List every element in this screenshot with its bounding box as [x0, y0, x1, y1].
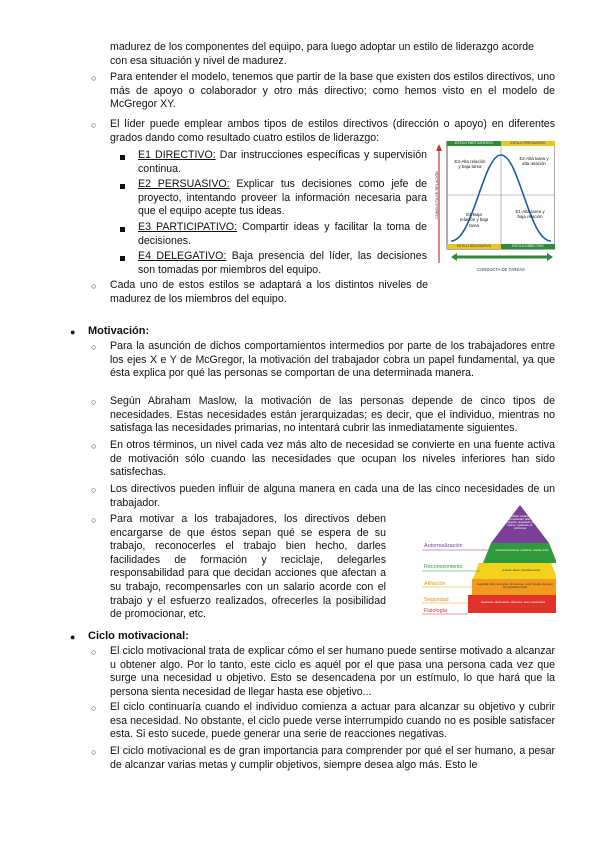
style-code: E1 DIRECTIVO: [138, 149, 216, 161]
hollow-bullet-icon: ○ [91, 120, 97, 130]
quadrant-e2: E2-Alta tarea y alta relación [519, 156, 549, 167]
hollow-bullet-icon: ○ [91, 485, 97, 495]
style-e4 [138, 250, 427, 277]
section-title: Motivación: [88, 325, 150, 337]
level-fisiologia: Fisiología [424, 608, 448, 614]
paragraph: Según Abraham Maslow, la motivación de las personas depende de cinco tipos de necesidades. Estas necesidades están jerarquizadas; es decir, que el individuo, mientras no satisfaga las necesidades primarias, no intentará cubrir las inmediatamente siguientes. [110, 395, 555, 435]
x-axis-label: CONDUCTA DE TAREAS [477, 267, 525, 272]
style-desc: Dar instrucciones específicas y supervisión continua. [138, 149, 427, 175]
style-code: E4 DELEGATIVO: [138, 250, 227, 262]
hollow-bullet-icon: ○ [91, 73, 97, 83]
y-axis-label: CONDUCTA DE RELACIÓN [435, 171, 439, 219]
paragraph: El ciclo motivacional trata de explicar cómo el ser humano puede sentirse motivado a alcanzar u obtener algo. Por lo tanto, este ciclo es aquél por el que pasa una persona cada vez que surge una necesidad u objetivo. Esto se desencadena por un estímulo, lo que hará que la persona sienta necesidad de llegar hasta ese objetivo... [110, 645, 555, 698]
paragraph: Para motivar a los trabajadores, los directivos deben encargarse de que éstos sepan qué se espera de su trabajo, reconocerles el trabajo bien hecho, darles facilidades de formación y reciclaje, delegarles responsabilidad para que decidan acciones que afectan a su trabajo, recompensarles con un salario acorde con el trabajo y el esfuerzo realizados, ofrecerles la posibilidad de promocionar, etc. [110, 513, 386, 621]
paragraph: Para la asunción de dichos comportamientos intermedios por parte de los trabajadores entre los ejes X e Y de McGregor, la motivación del trabajador cobra un papel fundamental, ya que ésta explica por qué las personas se comportan de una determinada manera. [110, 340, 555, 380]
band-persuasivo: ESTILO PERSUASIVO [510, 141, 546, 145]
level-text: seguridad física, de empleo, de recursos, moral, familiar, de salud, de propiedad privada [476, 583, 554, 589]
square-bullet-icon [120, 256, 125, 261]
paragraph: Cada uno de estos estilos se adaptará a los distintos niveles de madurez de los miembros del equipo. [110, 279, 428, 305]
paragraph: El ciclo continuaría cuando el individuo comienza a actuar para alcanzar su objetivo y cubrir esa necesidad. No obstante, el ciclo puede verse interrumpido cuando no es posible satisfacer esta. Si esto sucede, puede generar una serie de reacciones negativas. [110, 701, 555, 741]
style-code: E2 PERSUASIVO: [138, 178, 230, 190]
level-text: amistad, afecto, intimidad sexual [502, 569, 540, 572]
paragraph: El líder puede emplear ambos tipos de estilos directivos (dirección o apoyo) en diferentes grados dando como resultado cuatro estilos de liderazgo: [110, 118, 555, 144]
hollow-bullet-icon: ○ [91, 342, 97, 352]
continuation-line-1: madurez de los componentes del equipo, para luego adoptar un estilo de liderazgo acorde [110, 41, 535, 53]
section-title: Ciclo motivacional: [88, 630, 189, 642]
paragraph: Para entender el modelo, tenemos que partir de la base que existen dos estilos directivos, uno más de apoyo o colaborador y otro más directivo; como hemos visto en el modelo de McGregor XY. [110, 71, 555, 111]
hollow-bullet-icon: ○ [91, 281, 97, 291]
hollow-bullet-icon: ○ [91, 515, 97, 525]
bullet-icon: ● [70, 327, 76, 337]
style-desc: Baja presencia del líder, las decisiones son tomadas por miembros del equipo. [138, 250, 427, 276]
square-bullet-icon [120, 155, 125, 160]
band-directivo: ESTILO DIRECTIVO [512, 244, 544, 248]
maslow-pyramid [422, 505, 556, 615]
level-afiliacion: Afiliación [424, 581, 446, 587]
square-bullet-icon [120, 227, 125, 232]
style-e1 [138, 149, 427, 176]
level-reconocimiento: Reconocimiento [424, 564, 463, 570]
level-text: autorreconocimiento, confianza, respeto, éxito [495, 549, 549, 552]
hollow-bullet-icon: ○ [91, 747, 97, 757]
leadership-chart [433, 141, 555, 277]
level-autorrealizacion: Autorrealización [424, 543, 463, 549]
hollow-bullet-icon: ○ [91, 441, 97, 451]
hollow-bullet-icon: ○ [91, 647, 97, 657]
level-seguridad: Seguridad [424, 597, 449, 603]
style-code: E3 PARTICIPATIVO: [138, 221, 238, 233]
paragraph: Los directivos pueden influir de alguna manera en cada una de las cinco necesidades de un trabajador. [110, 483, 555, 509]
paragraph: El ciclo motivacional es de gran importancia para comprender por qué el ser humano, a pesar de alcanzar varias metas y cumplir objetivos, siempre desea algo más. Esto le [110, 745, 555, 771]
level-text: respiración, alimentación, descanso, sexo, homeostasis [480, 601, 546, 604]
style-e3 [138, 221, 427, 248]
hollow-bullet-icon: ○ [91, 397, 97, 407]
style-desc: Compartir ideas y facilitar la toma de decisiones. [138, 221, 427, 247]
quadrant-e1: E1-Alta tarea y baja relación [515, 209, 545, 220]
square-bullet-icon [120, 184, 125, 189]
band-delegativo: ESTILO DELEGATIVO [456, 244, 492, 248]
hollow-bullet-icon: ○ [91, 703, 97, 713]
continuation-line-2: con esa situación y nivel de madurez. [110, 55, 287, 67]
quadrant-e3: E3-Alta relación y baja tarea [454, 159, 486, 170]
style-desc: Explicar tus decisiones como jefe de proyecto, intentando proveer la información necesaria para que el equipo acepte tus ideas. [138, 178, 427, 218]
level-text: moralidad, creatividad, espontaneidad, falta de prejuicios, aceptación de hechos, resolución de problemas [505, 515, 535, 530]
paragraph: En otros términos, un nivel cada vez más alto de necesidad se convierte en una fuente activa de motivación sólo cuando las necesidades que ocupan los niveles inferiores han sido satisfechas. [110, 439, 555, 479]
band-participativo: ESTILO PARTICIPATIVO [455, 141, 493, 145]
bullet-icon: ● [70, 632, 76, 642]
quadrant-e4: E4-Baja relación y baja tarea [459, 212, 489, 228]
style-e2 [138, 178, 427, 219]
